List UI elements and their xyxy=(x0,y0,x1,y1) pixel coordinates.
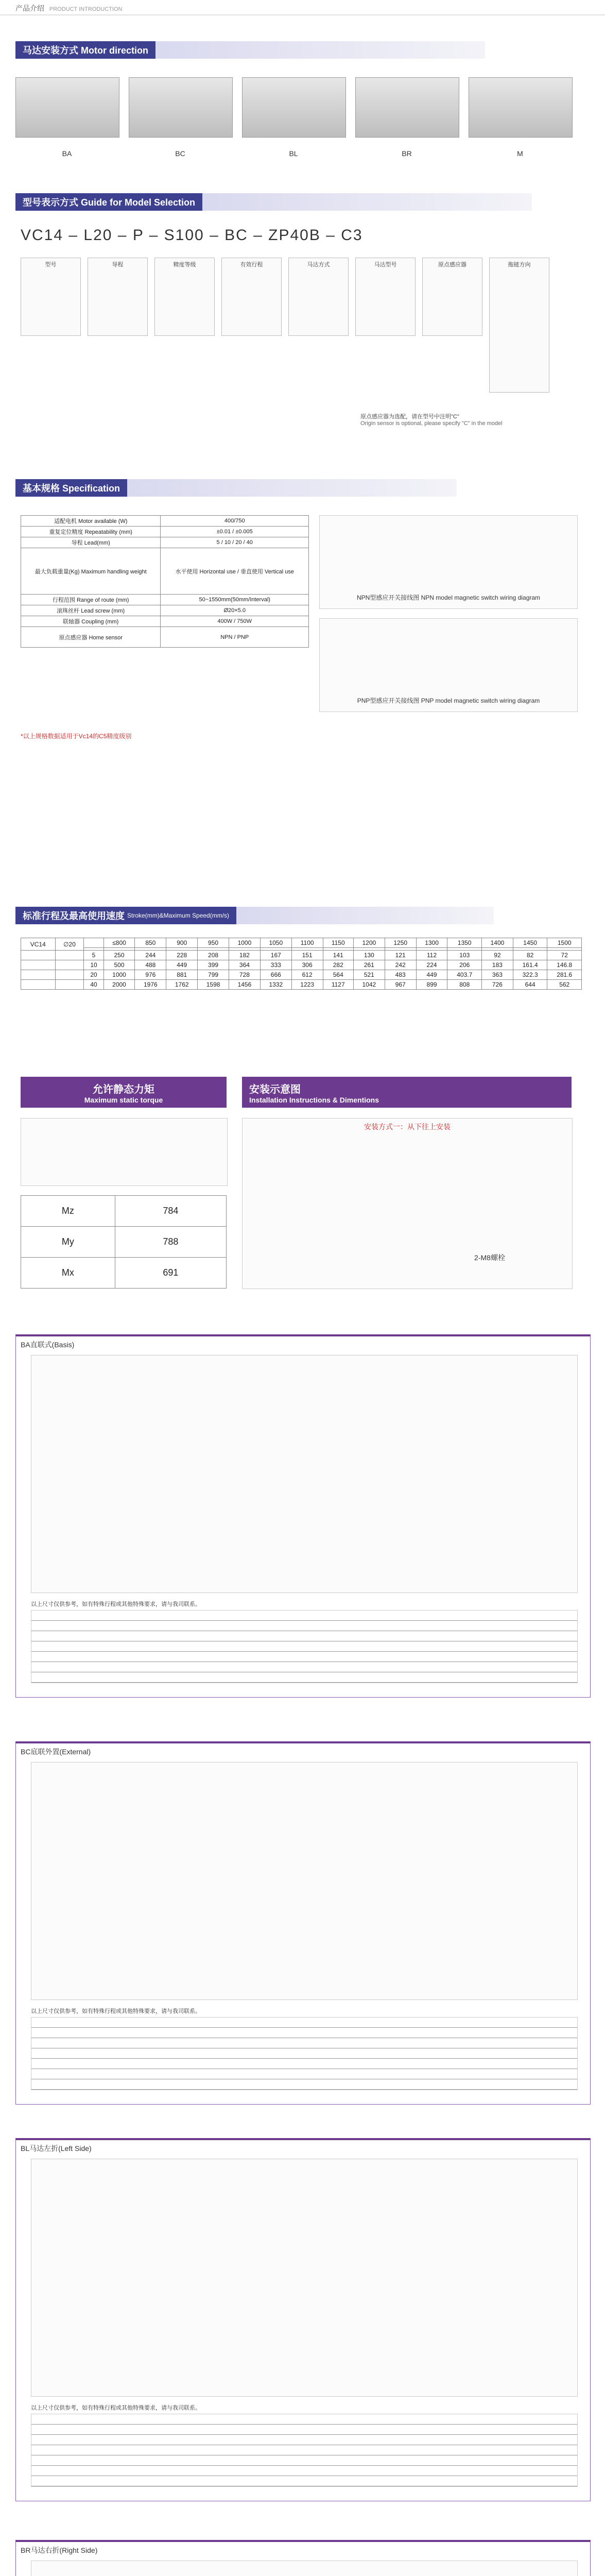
motor-photo-ba xyxy=(15,77,119,138)
speed-cell: 612 xyxy=(291,970,323,980)
speed-cell: 449 xyxy=(166,960,198,970)
speed-cell: 483 xyxy=(385,970,416,980)
motor-label: BL xyxy=(289,149,298,158)
spec-table: 适配电机 Motor available (W) 400/750 重复定位精度 Repeatability (mm) ±0.01 / ±0.005 导程 Lead(mm) 5 / 10 / 20 / 40 最大负载重量(Kg) Maximum handling weight 水平使用 Horizontal use / 垂直使用 Vertical use 行程范围 Range of route (mm) 50~1550mm(50mm/Interval) 滚珠丝杆 Lead screw (mm) Ø20×5.0 联轴器 Coupling (mm) 400W / 750W 原点感应器 Home sensor NPN / PNP xyxy=(21,515,309,648)
lead-cell: 40 xyxy=(84,980,103,990)
stroke-header: 1150 xyxy=(323,938,353,948)
torque-title-box: 允许静态力矩 Maximum static torque xyxy=(21,1077,227,1108)
drawing-note: 以上尺寸仅供参考，如有特殊行程或其他特殊要求，请与我司联系。 xyxy=(31,1601,201,1607)
speed-cell: 449 xyxy=(416,970,447,980)
speed-cell: 228 xyxy=(166,951,198,960)
speed-cell: 967 xyxy=(385,980,416,990)
speed-cell: 666 xyxy=(260,970,291,980)
speed-cell: 242 xyxy=(385,960,416,970)
motor-photo-bl xyxy=(242,77,346,138)
speed-cell: 161.4 xyxy=(513,960,547,970)
speed-cell: 562 xyxy=(547,980,582,990)
drawing-section xyxy=(0,1741,605,2112)
model-guide-block xyxy=(0,227,605,453)
drawing-note: 以上尺寸仅供参考，如有特殊行程或其他特殊要求，请与我司联系。 xyxy=(31,2008,201,2014)
speed-cell: 728 xyxy=(229,970,261,980)
speed-cell: 564 xyxy=(323,970,353,980)
model-guide-header xyxy=(15,193,532,211)
stroke-header: 1450 xyxy=(513,938,547,948)
motor-photo-br xyxy=(355,77,459,138)
speed-cell: 208 xyxy=(198,951,229,960)
speed-title: 标准行程及最高使用速度 Stroke(mm)&Maximum Speed(mm/s) xyxy=(15,907,236,924)
spec-title: 基本规格 Specification xyxy=(15,479,127,497)
speed-cell: 1000 xyxy=(103,970,135,980)
drawing-section xyxy=(0,1334,605,1705)
motor-label: BA xyxy=(62,149,72,158)
speed-cell: 146.8 xyxy=(547,960,582,970)
lead-cell: 5 xyxy=(84,951,103,960)
speed-cell: 281.6 xyxy=(547,970,582,980)
drawing-title: BL马达左折(Left Side) xyxy=(21,2144,92,2153)
stroke-header: 1500 xyxy=(547,938,582,948)
model-fields: 型号 导程 精度等级 有效行程 马达方式 马达型号 原点感应器 拖链方向 xyxy=(21,258,566,402)
speed-cell: 1042 xyxy=(353,980,385,990)
speed-cell: 1976 xyxy=(135,980,166,990)
stroke-header: 1200 xyxy=(353,938,385,948)
motor-photo-m xyxy=(469,77,573,138)
spec-header xyxy=(15,479,457,497)
speed-cell: 141 xyxy=(323,951,353,960)
speed-cell: 130 xyxy=(353,951,385,960)
drawing-title: BC底联外置(External) xyxy=(21,1748,91,1756)
motor-direction-row xyxy=(0,77,605,160)
motor-label: M xyxy=(517,149,523,158)
speed-cell: 726 xyxy=(482,980,513,990)
motor-photo-bc xyxy=(129,77,233,138)
speed-cell: 881 xyxy=(166,970,198,980)
motor-label: BC xyxy=(175,149,185,158)
speed-cell: 250 xyxy=(103,951,135,960)
speed-cell: 151 xyxy=(291,951,323,960)
brand-title: 产品介绍 PRODUCT INTRODUCTION xyxy=(15,4,123,12)
stroke-header: 1000 xyxy=(229,938,261,948)
speed-cell: 1332 xyxy=(260,980,291,990)
lead-cell: 20 xyxy=(84,970,103,980)
speed-cell: 488 xyxy=(135,960,166,970)
speed-cell: 2000 xyxy=(103,980,135,990)
speed-cell: 500 xyxy=(103,960,135,970)
speed-cell: 121 xyxy=(385,951,416,960)
speed-cell: 399 xyxy=(198,960,229,970)
speed-cell: 333 xyxy=(260,960,291,970)
torque-table: Mz 784 My 788 Mx 691 xyxy=(21,1195,227,1289)
dimension-drawing xyxy=(31,1762,578,2000)
speed-cell: 1762 xyxy=(166,980,198,990)
speed-table: VC14 ∅20 ≤800 850 900 950 1000 1050 1100 1150 1200 1250 1300 1350 1400 1450 1500 5 250 244 228 208 182 167 151 141 130 121 112 103 92 82 72 10 500 488 449 399 364 333 306 282 261 242 224 206 183 161.4 146.8 20 1000 976 881 799 728 666 612 564 521 483 449 403.7 363 322.3 281.6 40 2000 1976 1762 1598 1456 1332 1223 1127 1042 967 899 808 726 644 562 xyxy=(21,938,582,990)
speed-cell: 182 xyxy=(229,951,261,960)
dimension-drawing xyxy=(31,2159,578,2397)
speed-cell: 799 xyxy=(198,970,229,980)
speed-cell: 808 xyxy=(447,980,482,990)
dimension-drawing xyxy=(31,2561,578,2576)
drawing-section xyxy=(0,2540,605,2576)
stroke-header: 900 xyxy=(166,938,198,948)
speed-cell: 82 xyxy=(513,951,547,960)
model-guide-note: 原点感应器为选配，请在型号中注明"C" Origin sensor is optional, please specify "C" in the model xyxy=(360,414,503,427)
install-title-box: 安装示意图 Installation Instructions & Dimentions xyxy=(242,1077,572,1108)
stroke-header: 1400 xyxy=(482,938,513,948)
model-guide-title: 型号表示方式 Guide for Model Selection xyxy=(15,193,202,211)
speed-cell: 976 xyxy=(135,970,166,980)
speed-cell: 1223 xyxy=(291,980,323,990)
stroke-header: ≤800 xyxy=(103,938,135,948)
drawing-section xyxy=(0,2138,605,2509)
stroke-header: 1300 xyxy=(416,938,447,948)
pnp-wiring-diagram: PNP型感应开关接线图 PNP model magnetic switch wiring diagram xyxy=(319,618,578,712)
speed-cell: 644 xyxy=(513,980,547,990)
stroke-header: 1100 xyxy=(291,938,323,948)
stroke-header: 1350 xyxy=(447,938,482,948)
install-diagram: 安装方式一：从下往上安装 2-M8螺栓 xyxy=(242,1118,573,1289)
torque-diagram xyxy=(21,1118,228,1186)
speed-cell: 244 xyxy=(135,951,166,960)
speed-cell: 183 xyxy=(482,960,513,970)
stroke-header: 1250 xyxy=(385,938,416,948)
stroke-header: 950 xyxy=(198,938,229,948)
spec-block xyxy=(0,515,605,866)
model-code: VC14 – L20 – P – S100 – BC – ZP40B – C3 xyxy=(21,227,363,244)
drawing-note: 以上尺寸仅供参考，如有特殊行程或其他特殊要求，请与我司联系。 xyxy=(31,2405,201,2411)
motor-direction-header xyxy=(15,41,485,59)
speed-cell: 521 xyxy=(353,970,385,980)
speed-cell: 403.7 xyxy=(447,970,482,980)
drawing-title: BA直联式(Basis) xyxy=(21,1341,75,1349)
speed-block xyxy=(0,938,605,1041)
speed-cell: 1598 xyxy=(198,980,229,990)
speed-cell: 364 xyxy=(229,960,261,970)
dimension-table xyxy=(31,2017,578,2090)
speed-cell: 899 xyxy=(416,980,447,990)
speed-cell: 112 xyxy=(416,951,447,960)
speed-cell: 363 xyxy=(482,970,513,980)
speed-header xyxy=(15,907,494,924)
top-brand-bar xyxy=(0,0,605,15)
speed-cell: 103 xyxy=(447,951,482,960)
speed-cell: 1127 xyxy=(323,980,353,990)
npn-wiring-diagram: NPN型感应开关接线图 NPN model magnetic switch wiring diagram xyxy=(319,515,578,609)
speed-cell: 167 xyxy=(260,951,291,960)
motor-direction-title: 马达安装方式 Motor direction xyxy=(15,41,155,59)
spec-remark: *以上规格数据适用于Vc14的C5精度级别 xyxy=(21,733,132,740)
speed-cell: 261 xyxy=(353,960,385,970)
stroke-header: 1050 xyxy=(260,938,291,948)
torque-install-block xyxy=(0,1077,605,1303)
speed-cell: 322.3 xyxy=(513,970,547,980)
speed-cell: 1456 xyxy=(229,980,261,990)
speed-cell: 92 xyxy=(482,951,513,960)
speed-cell: 224 xyxy=(416,960,447,970)
lead-cell: 10 xyxy=(84,960,103,970)
stroke-header: 850 xyxy=(135,938,166,948)
dimension-drawing xyxy=(31,1355,578,1593)
speed-cell: 306 xyxy=(291,960,323,970)
drawing-title: BR马达右折(Right Side) xyxy=(21,2546,98,2554)
dimension-table xyxy=(31,2414,578,2487)
speed-cell: 72 xyxy=(547,951,582,960)
dimension-table xyxy=(31,1610,578,1683)
speed-cell: 206 xyxy=(447,960,482,970)
motor-label: BR xyxy=(402,149,412,158)
speed-cell: 282 xyxy=(323,960,353,970)
